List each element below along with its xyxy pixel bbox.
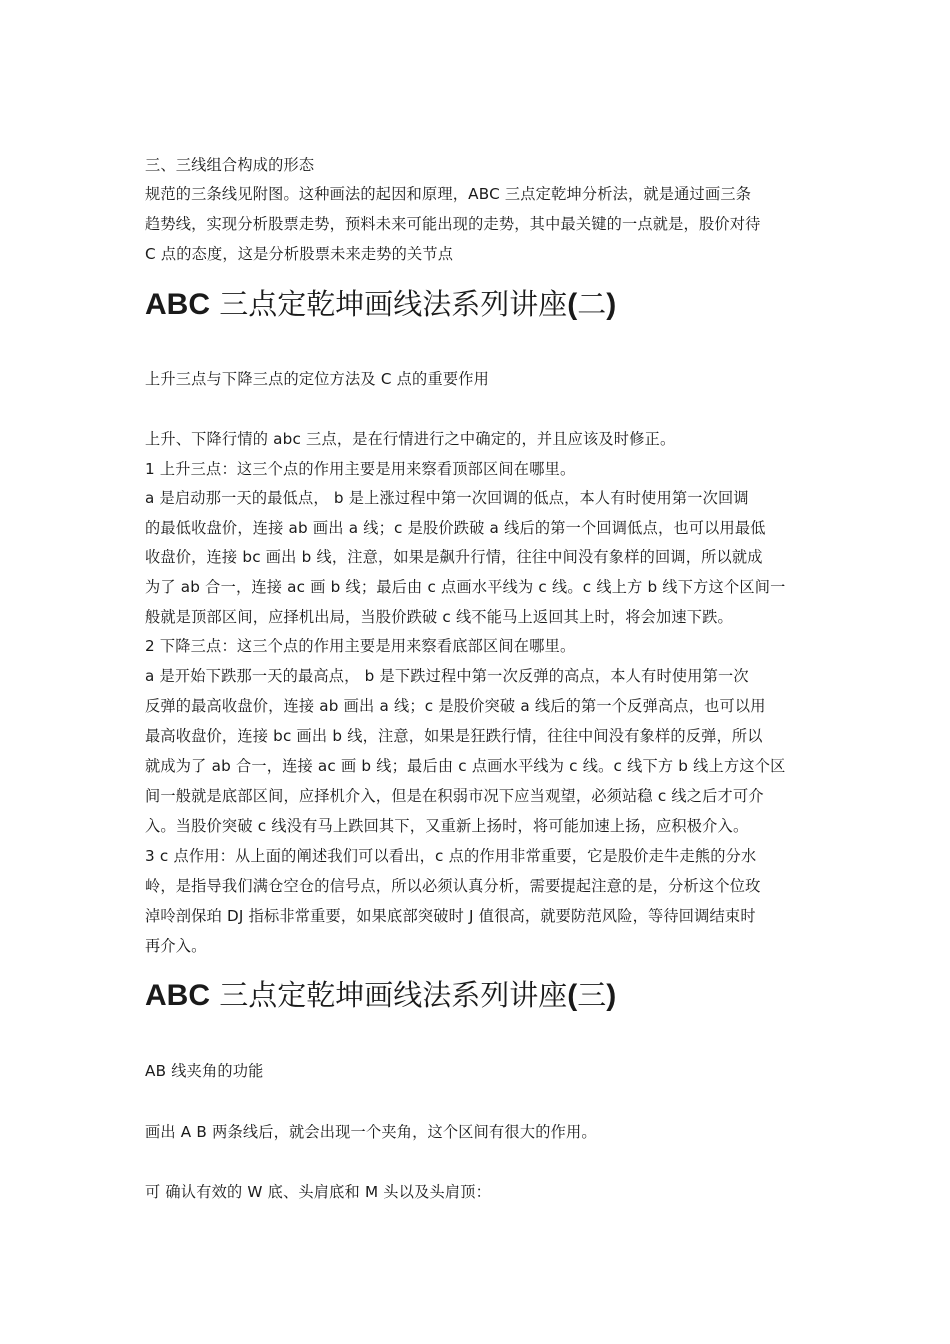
lecture3-title-num: 三 — [577, 978, 607, 1012]
intro-line-3: C 点的态度，这是分析股票未来走势的关节点 — [145, 245, 454, 263]
lecture2-body-line: 2 下降三点：这三个点的作用主要是用来察看底部区间在哪里。 — [145, 637, 576, 655]
lecture3-title-paren-open: ( — [567, 979, 578, 1012]
lecture2-body-line: a 是开始下跌那一天的最高点， b 是下跌过程中第一次反弹的高点，本人有时使用第一次 — [145, 667, 749, 685]
lecture2-title-paren-open: ( — [567, 288, 578, 321]
lecture2-title-abc: ABC — [145, 288, 210, 321]
lecture2-body-line: a 是启动那一天的最低点， b 是上涨过程中第一次回调的低点，本人有时使用第一次回调 — [145, 489, 749, 507]
lecture2-title-main: 三点定乾坤画线法系列讲座 — [210, 287, 568, 321]
lecture2-body-line: 收盘价，连接 bc 画出 b 线，注意，如果是飙升行情，往往中间没有象样的回调，所以就成 — [145, 548, 763, 566]
lecture3-title-abc: ABC — [145, 979, 210, 1012]
lecture3-title — [145, 976, 813, 1015]
lecture2-body-line: 上升、下降行情的 abc 三点，是在行情进行之中确定的，并且应该及时修正。 — [145, 430, 676, 448]
intro-line-1: 规范的三条线见附图。这种画法的起因和原理，ABC 三点定乾坤分析法，就是通过画三条 — [145, 185, 752, 203]
lecture2-body-line: 就成为了 ab 合一，连接 ac 画 b 线；最后由 c 点画水平线为 c 线。c 线下方 b 线上方这个区 — [145, 757, 786, 775]
lecture2-body-line: 淖呤剖保珀 DJ 指标非常重要，如果底部突破时 J 值很高，就要防范风险，等待回调结束时 — [145, 907, 756, 925]
intro-line-2: 趋势线，实现分析股票走势，预料未来可能出现的走势，其中最关键的一点就是，股价对待 — [145, 215, 761, 233]
lecture2-body-line: 再介入。 — [145, 937, 207, 955]
lecture2-body-line: 为了 ab 合一，连接 ac 画 b 线；最后由 c 点画水平线为 c 线。c 线上方 b 线下方这个区间一 — [145, 578, 786, 596]
lecture3-title-main: 三点定乾坤画线法系列讲座 — [210, 978, 568, 1012]
lecture3-subtitle: AB 线夹角的功能 — [145, 1062, 264, 1080]
lecture2-body-line: 3 c 点作用：从上面的阐述我们可以看出，c 点的作用非常重要，它是股价走牛走熊的分水 — [145, 847, 757, 865]
lecture2-body-line: 的最低收盘价，连接 ab 画出 a 线；c 是股价跌破 a 线后的第一个回调低点，也可以用最低 — [145, 519, 766, 537]
lecture2-body-line: 岭，是指导我们满仓空仓的信号点，所以必须认真分析，需要提起注意的是，分析这个位玫 — [145, 877, 761, 895]
lecture2-body-line: 反弹的最高收盘价，连接 ab 画出 a 线；c 是股价突破 a 线后的第一个反弹高点，也可以用 — [145, 697, 766, 715]
lecture3-paragraph-1: 画出 A B 两条线后，就会出现一个夹角，这个区间有很大的作用。 — [145, 1123, 597, 1141]
lecture2-title — [145, 285, 813, 324]
lecture2-subtitle: 上升三点与下降三点的定位方法及 C 点的重要作用 — [145, 370, 489, 388]
lecture2-title-num: 二 — [577, 287, 607, 321]
lecture3-paragraph-2: 可 确认有效的 W 底、头肩底和 M 头以及头肩顶： — [145, 1183, 492, 1201]
lecture2-title-paren-close: ) — [606, 288, 617, 321]
lecture3-title-paren-close: ) — [606, 979, 617, 1012]
section-heading: 三、三线组合构成的形态 — [145, 156, 315, 174]
lecture2-body-line: 般就是顶部区间，应择机出局，当股价跌破 c 线不能马上返回其上时，将会加速下跌。 — [145, 608, 733, 626]
lecture2-body-line: 入。当股价突破 c 线没有马上跌回其下，又重新上扬时，将可能加速上扬，应积极介入。 — [145, 817, 749, 835]
lecture2-body-line: 最高收盘价，连接 bc 画出 b 线，注意，如果是狂跌行情，往往中间没有象样的反弹，所以 — [145, 727, 763, 745]
lecture2-body-line: 1 上升三点：这三个点的作用主要是用来察看顶部区间在哪里。 — [145, 460, 576, 478]
lecture2-body-line: 间一般就是底部区间，应择机介入，但是在积弱市况下应当观望，必须站稳 c 线之后才可介 — [145, 787, 764, 805]
